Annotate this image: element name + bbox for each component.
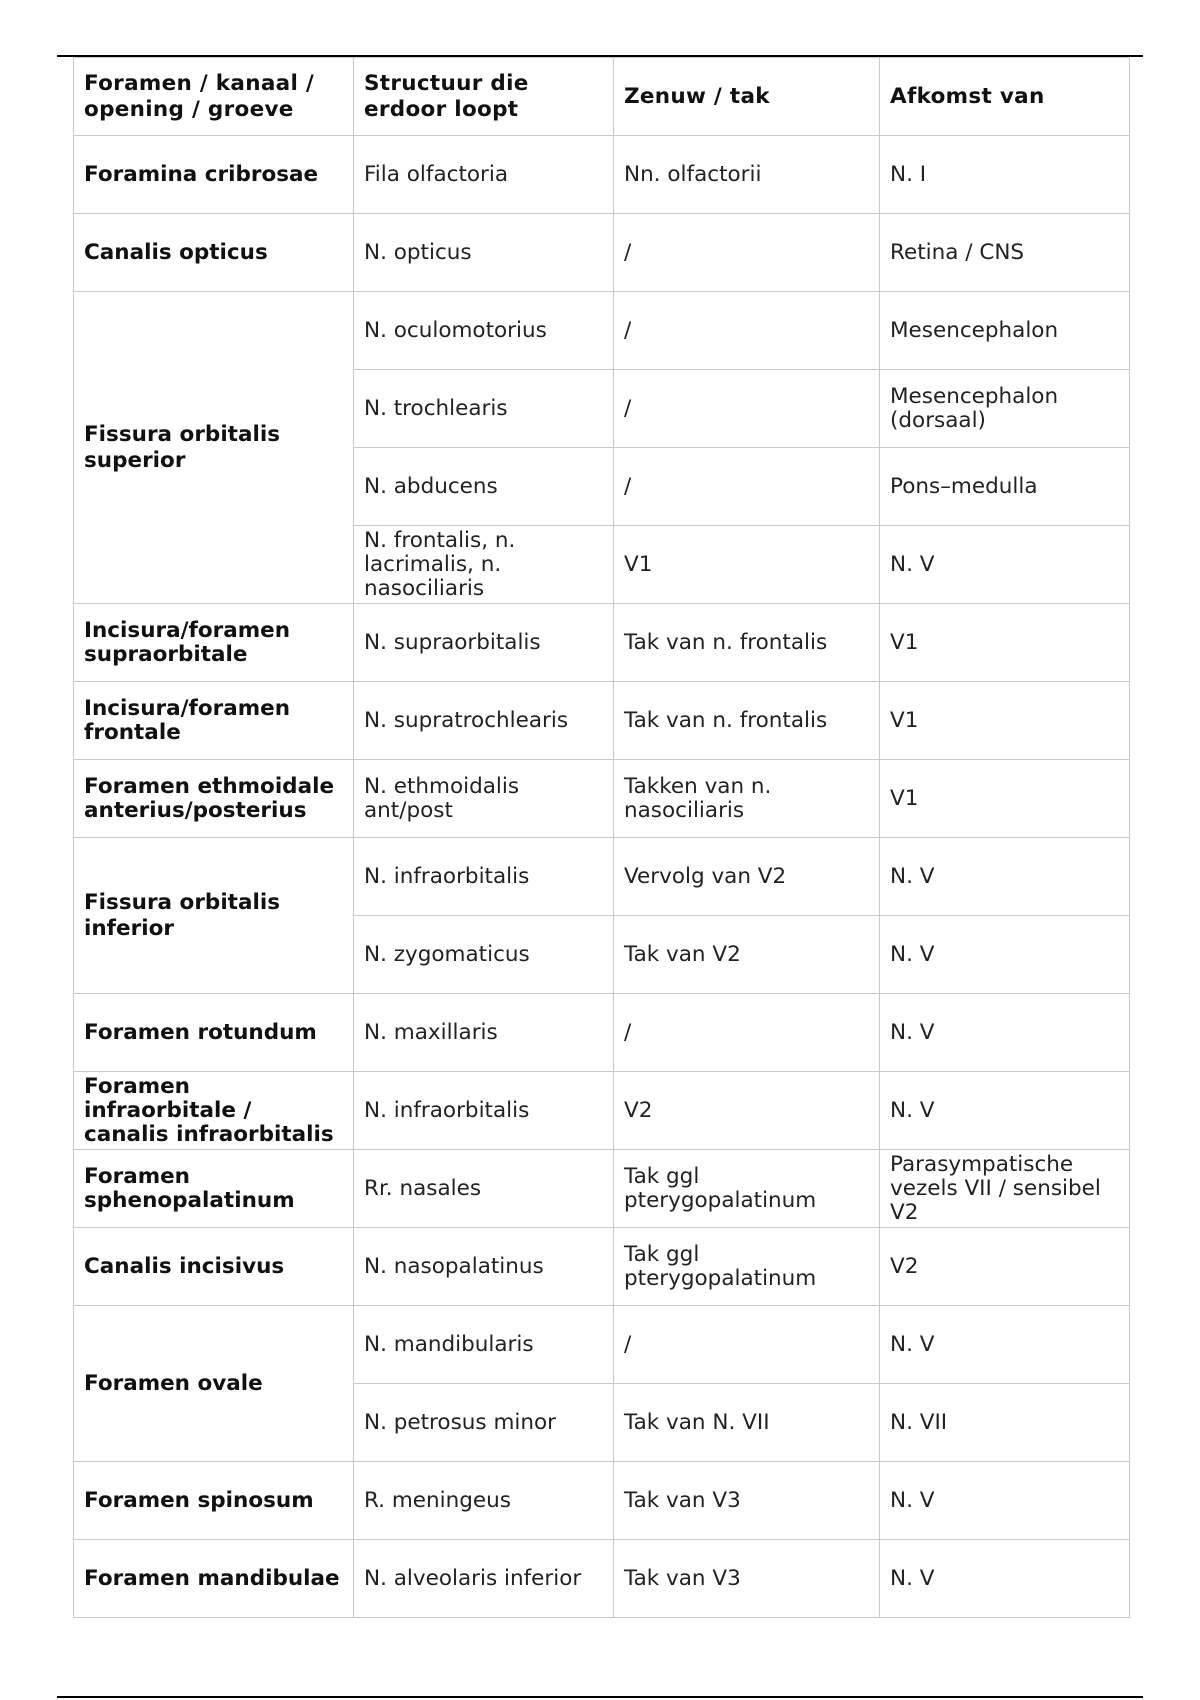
origin-cell: N. V: [880, 1462, 1130, 1540]
table-row: [74, 214, 1130, 292]
foramen-cell: Foramen sphenopalatinum: [74, 1150, 354, 1228]
origin-cell: Mesencephalon: [880, 292, 1130, 370]
structure-cell: N. abducens: [354, 448, 614, 526]
foramen-cell: Foramen spinosum: [74, 1462, 354, 1540]
structure-cell: N. trochlearis: [354, 370, 614, 448]
structure-cell: N. alveolaris inferior: [354, 1540, 614, 1618]
structure-cell: N. petrosus minor: [354, 1384, 614, 1462]
nerve-cell: /: [614, 370, 880, 448]
table-row: [74, 1150, 1130, 1228]
table-row: [74, 994, 1130, 1072]
table-row: [74, 292, 1130, 370]
origin-cell: N. V: [880, 1072, 1130, 1150]
structure-cell: Fila olfactoria: [354, 136, 614, 214]
nerve-cell: Tak van V3: [614, 1540, 880, 1618]
structure-cell: N. nasopalatinus: [354, 1228, 614, 1306]
structure-cell: N. opticus: [354, 214, 614, 292]
structure-cell: N. frontalis, n. lacrimalis, n. nasociliaris: [354, 526, 614, 604]
table-row: [74, 136, 1130, 214]
foramen-cell: Foramen ethmoidale anterius/posterius: [74, 760, 354, 838]
table-row: [74, 1228, 1130, 1306]
table-row: [74, 1306, 1130, 1384]
structure-cell: Rr. nasales: [354, 1150, 614, 1228]
origin-cell: N. V: [880, 838, 1130, 916]
nerve-cell: Vervolg van V2: [614, 838, 880, 916]
foramen-cell: Foramina cribrosae: [74, 136, 354, 214]
origin-cell: V2: [880, 1228, 1130, 1306]
structure-cell: N. maxillaris: [354, 994, 614, 1072]
table-row: [74, 682, 1130, 760]
origin-cell: Parasympatische vezels VII / sensibel V2: [880, 1150, 1130, 1228]
table-header-row: [74, 58, 1130, 136]
table-row: [74, 604, 1130, 682]
origin-cell: N. I: [880, 136, 1130, 214]
origin-cell: N. V: [880, 526, 1130, 604]
structure-cell: N. supratrochlearis: [354, 682, 614, 760]
nerve-cell: /: [614, 994, 880, 1072]
foramen-cell: Incisura/foramen supraorbitale: [74, 604, 354, 682]
header-structure: Structuur die erdoor loopt: [354, 58, 614, 136]
table-row: [74, 838, 1130, 916]
structure-cell: N. ethmoidalis ant/post: [354, 760, 614, 838]
foramen-cell: Foramen mandibulae: [74, 1540, 354, 1618]
structure-cell: N. zygomaticus: [354, 916, 614, 994]
nerve-cell: Takken van n. nasociliaris: [614, 760, 880, 838]
origin-cell: Pons–medulla: [880, 448, 1130, 526]
structure-cell: R. meningeus: [354, 1462, 614, 1540]
structure-cell: N. oculomotorius: [354, 292, 614, 370]
foramen-cell: Foramen rotundum: [74, 994, 354, 1072]
foramen-cell: Foramen infraorbitale / canalis infraorbitalis: [74, 1072, 354, 1150]
structure-cell: N. mandibularis: [354, 1306, 614, 1384]
nerve-cell: /: [614, 292, 880, 370]
origin-cell: V1: [880, 604, 1130, 682]
foramen-cell: Canalis opticus: [74, 214, 354, 292]
origin-cell: N. V: [880, 1540, 1130, 1618]
origin-cell: Mesencephalon (dorsaal): [880, 370, 1130, 448]
header-foramen: Foramen / kanaal / opening / groeve: [74, 58, 354, 136]
foramen-cell: Fissura orbitalis inferior: [74, 838, 354, 994]
origin-cell: V1: [880, 682, 1130, 760]
table-row: [74, 1072, 1130, 1150]
origin-cell: N. V: [880, 916, 1130, 994]
origin-cell: V1: [880, 760, 1130, 838]
nerve-cell: Tak van V2: [614, 916, 880, 994]
table-row: [74, 1462, 1130, 1540]
nerve-cell: V2: [614, 1072, 880, 1150]
nerve-cell: Tak ggl pterygopalatinum: [614, 1228, 880, 1306]
nerve-cell: Tak van V3: [614, 1462, 880, 1540]
nerve-cell: Nn. olfactorii: [614, 136, 880, 214]
origin-cell: N. VII: [880, 1384, 1130, 1462]
origin-cell: Retina / CNS: [880, 214, 1130, 292]
foramen-cell: Fissura orbitalis superior: [74, 292, 354, 604]
nerve-cell: /: [614, 214, 880, 292]
origin-cell: N. V: [880, 994, 1130, 1072]
nerve-cell: /: [614, 1306, 880, 1384]
nerve-cell: V1: [614, 526, 880, 604]
foramen-cell: Canalis incisivus: [74, 1228, 354, 1306]
nerve-cell: Tak van N. VII: [614, 1384, 880, 1462]
header-origin: Afkomst van: [880, 58, 1130, 136]
structure-cell: N. infraorbitalis: [354, 1072, 614, 1150]
nerve-cell: Tak van n. frontalis: [614, 682, 880, 760]
structure-cell: N. infraorbitalis: [354, 838, 614, 916]
foramen-cell: Incisura/foramen frontale: [74, 682, 354, 760]
header-nerve: Zenuw / tak: [614, 58, 880, 136]
foramina-table: [73, 57, 1130, 1618]
foramen-cell: Foramen ovale: [74, 1306, 354, 1462]
nerve-cell: /: [614, 448, 880, 526]
nerve-cell: Tak ggl pterygopalatinum: [614, 1150, 880, 1228]
table-row: [74, 1540, 1130, 1618]
table-row: [74, 760, 1130, 838]
structure-cell: N. supraorbitalis: [354, 604, 614, 682]
bottom-rule: [57, 1696, 1143, 1698]
nerve-cell: Tak van n. frontalis: [614, 604, 880, 682]
origin-cell: N. V: [880, 1306, 1130, 1384]
